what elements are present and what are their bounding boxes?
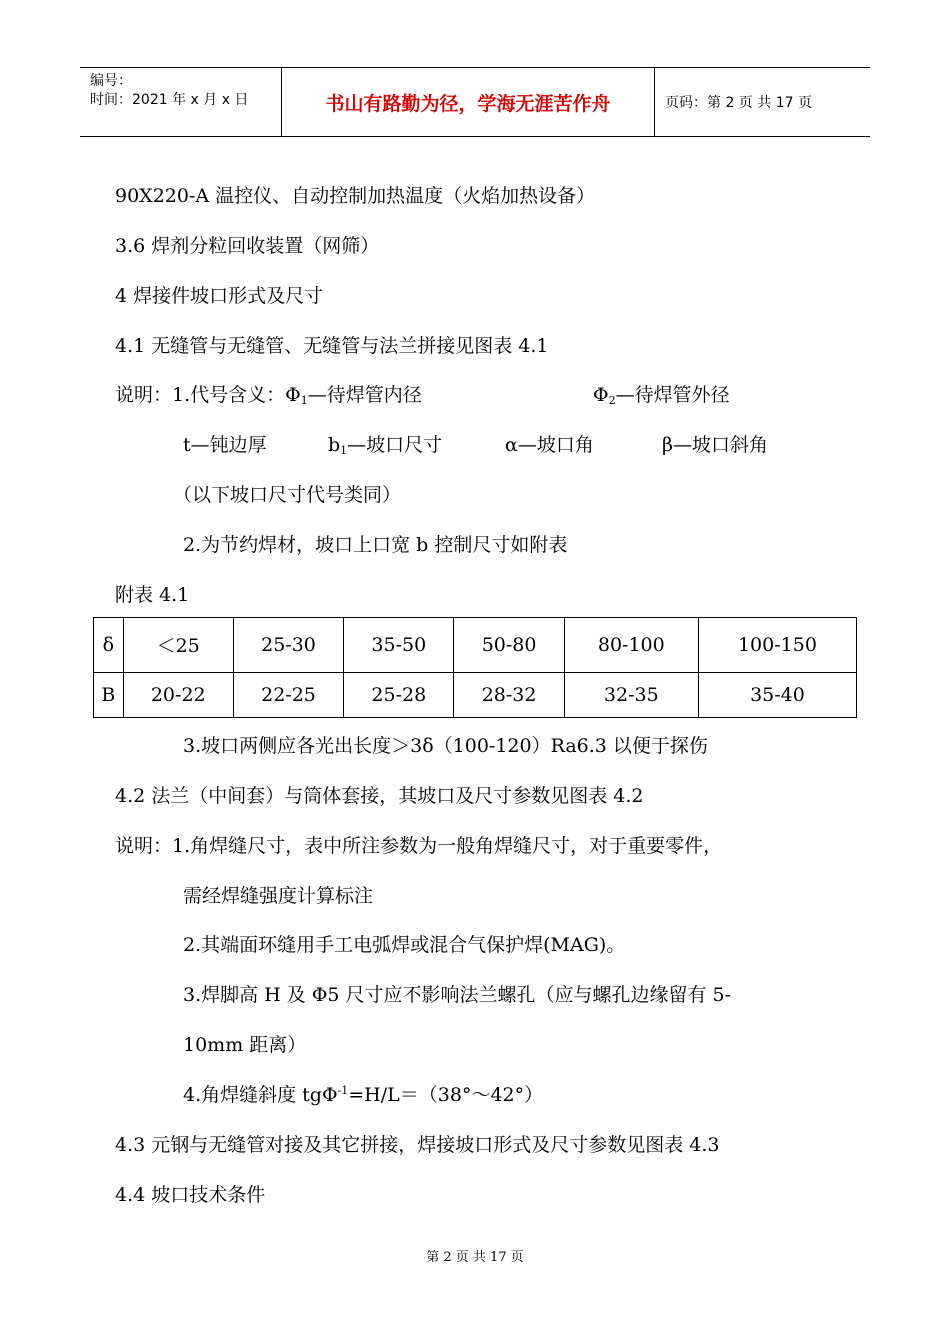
text-fragment: =H/L＝（38°～42°） [348, 1084, 544, 1106]
text-line: α—坡口角 [505, 434, 594, 456]
section-heading: 4 焊接件坡口形式及尺寸 [115, 285, 324, 307]
table-caption: 附表 4.1 [115, 584, 190, 606]
text-line: 说明：1.角焊缝尺寸，表中所注参数为一般角焊缝尺寸，对于重要零件， [115, 835, 723, 857]
table-cell: 35-40 [698, 672, 856, 717]
note-line [328, 430, 442, 457]
table-cell: 22-25 [233, 672, 343, 717]
text-line: 2.其端面环缝用手工电弧焊或混合气保护焊(MAG)。 [183, 934, 626, 956]
text-line: 4.2 法兰（中间套）与筒体套接，其坡口及尺寸参数见图表 4.2 [115, 785, 644, 807]
note-line [115, 380, 422, 407]
table-cell: 50-80 [454, 618, 564, 673]
spec-table [93, 617, 857, 718]
text-line: β—坡口斜角 [662, 434, 768, 456]
text-line: 90X220-A 温控仪、自动控制加热温度（火焰加热设备） [115, 185, 596, 207]
table-cell: 25-30 [233, 618, 343, 673]
text-fragment: b [328, 434, 341, 456]
text-line: 需经焊缝强度计算标注 [183, 885, 374, 907]
text-fragment: —坡口尺寸 [347, 434, 443, 456]
subscript: 1 [340, 444, 348, 457]
text-fragment: —待焊管内径 [307, 384, 422, 406]
table-cell: B [94, 672, 124, 717]
table-cell: 35-50 [344, 618, 454, 673]
number-label: 编号： [90, 73, 132, 89]
page-header [80, 67, 870, 137]
header-meta [80, 68, 282, 136]
table-cell: 100-150 [698, 618, 856, 673]
text-line: 4.1 无缝管与无缝管、无缝管与法兰拼接见图表 4.1 [115, 335, 549, 357]
header-page-info: 页码：第 2 页 共 17 页 [665, 95, 812, 111]
subscript: 1 [300, 394, 308, 407]
text-line: 4.4 坡口技术条件 [115, 1184, 266, 1206]
text-line: 10mm 距离） [183, 1034, 307, 1056]
table-row [94, 672, 857, 717]
table-cell: 20-22 [123, 672, 233, 717]
text-line: 4.3 元钢与无缝管对接及其它拼接，焊接坡口形式及尺寸参数见图表 4.3 [115, 1134, 720, 1156]
text-fragment: 说明：1.代号含义：Φ [115, 384, 301, 406]
table-cell: 28-32 [454, 672, 564, 717]
table-cell: 25-28 [344, 672, 454, 717]
superscript: -1 [337, 1084, 349, 1097]
text-line: 3.坡口两侧应各光出长度＞3δ（100-120）Ra6.3 以便于探伤 [183, 735, 708, 757]
table-cell: δ [94, 618, 124, 673]
text-line: t—钝边厚 [183, 434, 267, 456]
table-cell: 32-35 [564, 672, 698, 717]
text-fragment: —待焊管外径 [615, 384, 730, 406]
text-line: （以下坡口尺寸代号类同） [173, 484, 402, 506]
table-cell: 80-100 [564, 618, 698, 673]
table-cell: ＜25 [123, 618, 233, 673]
page-footer: 第 2 页 共 17 页 [426, 1250, 524, 1265]
text-line: 2.为节约焊材，坡口上口宽 b 控制尺寸如附表 [183, 534, 568, 556]
text-line: 3.6 焊剂分粒回收装置（网筛） [115, 235, 380, 257]
text-line: 3.焊脚高 H 及 Φ5 尺寸应不影响法兰螺孔（应与螺孔边缘留有 5- [183, 984, 732, 1006]
note-line [183, 1080, 543, 1107]
note-line [593, 380, 730, 407]
text-fragment: Φ [593, 384, 609, 406]
table-row [94, 618, 857, 673]
subscript: 2 [608, 394, 616, 407]
text-fragment: 4.角焊缝斜度 tgΦ [183, 1084, 338, 1106]
time-label: 时间：2021 年 x 月 x 日 [90, 92, 249, 108]
header-motto: 书山有路勤为径，学海无涯苦作舟 [282, 68, 655, 136]
